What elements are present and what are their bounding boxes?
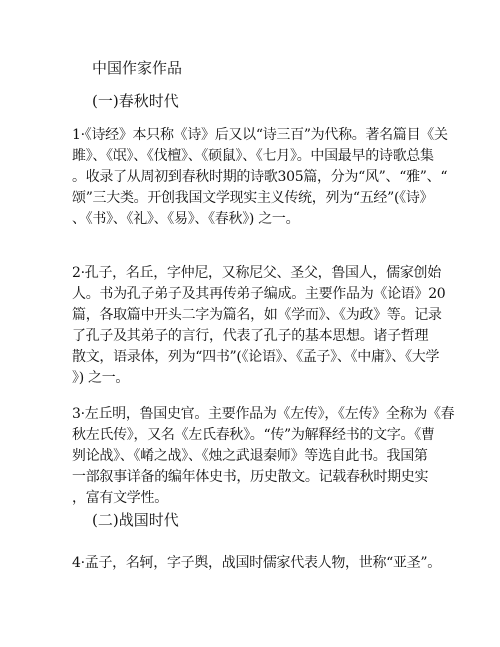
- paragraph-shijing: [72, 125, 448, 230]
- text-line: 颂”三大类。开创我国文学现实主义传统，列为“五经”(《诗》: [72, 190, 434, 206]
- text-line: 一部叙事详备的编年体史书，历史散文。记载春秋时期史实: [72, 469, 429, 485]
- text-line: 。收录了从周初到春秋时期的诗歌305篇，分为“风”、“雅”、“: [72, 169, 448, 185]
- text-line: 》) 之一。: [72, 370, 130, 386]
- text-line: 秋左氏传》，又名《左氏春秋》。“传”为解释经书的文字。《曹: [72, 427, 435, 443]
- text-line: 1·《诗经》本只称《诗》后又以“诗三百”为代称。著名篇目《关: [72, 127, 448, 143]
- section-heading-warring-states: (二)战国时代: [92, 511, 179, 529]
- text-line: ，富有文学性。: [72, 490, 168, 506]
- text-line: 3·左丘明，鲁国史官。主要作品为《左传》，《左传》全称为《春: [72, 406, 455, 422]
- text-line: 刿论战》、《崤之战》、《烛之武退秦师》等选自此书。我国第: [72, 448, 428, 464]
- paragraph-mencius: [72, 553, 441, 574]
- text-line: 雎》、《氓》、《伐檀》、《硕鼠》、《七月》。中国最早的诗歌总集: [72, 148, 434, 164]
- text-line: 2·孔子，名丘，字仲尼，又称尼父、圣父，鲁国人，儒家创始: [72, 265, 441, 281]
- page-title: 中国作家作品: [92, 59, 183, 77]
- paragraph-zuo-qiuming: [72, 404, 455, 509]
- text-line: 人。书为孔子弟子及其再传弟子编成。主要作品为《论语》20: [72, 286, 446, 302]
- text-line: 、《书》、《礼》、《易》、《春秋》) 之一。: [72, 211, 300, 227]
- paragraph-confucius: [72, 263, 446, 389]
- text-line: 散文，语录体，列为“四书”(《论语》、《孟子》、《中庸》、《大学: [72, 349, 440, 365]
- section-heading-spring-autumn: (一)春秋时代: [92, 92, 179, 110]
- text-line: 4·孟子，名轲，字子舆，战国时儒家代表人物，世称“亚圣”。: [72, 555, 441, 571]
- text-line: 篇，各取篇中开头二字为篇名，如《学而》、《为政》等。记录: [72, 307, 442, 323]
- text-line: 了孔子及其弟子的言行，代表了孔子的基本思想。诸子哲理: [72, 328, 429, 344]
